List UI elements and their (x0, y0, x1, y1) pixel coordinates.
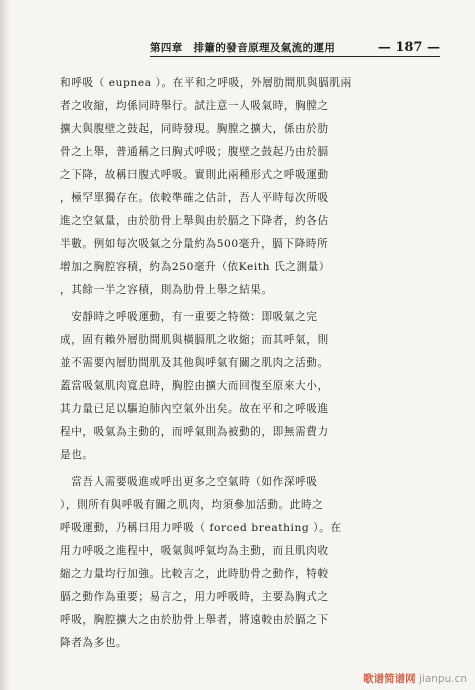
text-line: 用力呼吸之進程中，吸氣與呼氣均為主動，而且肌肉收 (60, 545, 329, 557)
text-line: ），則所有與呼吸有關之肌肉，均須參加活動。此時之 (60, 499, 324, 511)
text-line: 其力量已足以驅迫肺內空氣外出矣。故在平和之呼吸進 (60, 403, 329, 415)
text-line: 呼吸運動，乃稱曰用力呼吸（ forced breathing ）。在 (60, 522, 342, 534)
text-line: 當吾人需要吸進或呼出更多之空氣時（如作深呼吸 (60, 476, 318, 488)
text-line: 蓋當吸氣肌肉寬息時，胸腔由擴大而回復至原來大小， (60, 380, 329, 392)
text-line: 膈之動作為重要；易言之，用力呼吸時，主要為胸式之 (60, 591, 329, 603)
watermark (363, 671, 467, 686)
text-line: 降者為多也。 (60, 637, 128, 649)
text-line: 程中，吸氣為主動的，而呼氣則為被動的，即無需費力 (60, 426, 329, 438)
paragraph-2 (60, 306, 440, 467)
text-line: 擴大與腹壁之鼓起，同時發現。胸膛之擴大，係由於肋 (60, 123, 329, 135)
page-number: — 187 — (377, 39, 440, 55)
text-line: 和呼吸（ eupnea ）。在平和之呼吸，外層肋間肌與膈肌兩 (60, 77, 352, 89)
text-line: 安靜時之呼吸運動，有一重要之特徵：即吸氣之完 (60, 311, 318, 323)
text-line: 骨之上舉，普通稱之曰胸式呼吸；腹壁之鼓起乃由於膈 (60, 146, 329, 158)
text-line: 增加之胸腔容積，約為250毫升（依Keith 氏之測量） (60, 261, 331, 273)
text-line: 並不需要內層肋間肌及其他與呼氣有關之肌肉之活動。 (60, 357, 329, 369)
text-line: 半數。例如每次吸氣之分量約為500毫升，膈下降時所 (60, 238, 329, 250)
chapter-title: 第四章 排簫的發音原理及氣流的運用 (150, 41, 336, 54)
watermark-site-url: jianpu.cn (418, 673, 467, 685)
text-line: 成，固有賴外層肋間肌與橫膈肌之收縮；而其呼氣，則 (60, 334, 329, 346)
paragraph-3 (60, 471, 440, 655)
text-line: 者之收縮，均係同時舉行。試注意一人吸氣時，胸膛之 (60, 100, 329, 112)
text-line: 縮之力量均行加強。比較言之，此時肋骨之動作，特較 (60, 568, 329, 580)
text-line: 進之空氣量，由於肋骨上舉與由於膈之下降者，約各佔 (60, 215, 329, 227)
text-line: 呼吸，胸腔擴大之由於肋骨上舉者，將遠較由於膈之下 (60, 614, 329, 626)
text-line: ，其餘一半之容積，則為肋骨上舉之結果。 (60, 284, 273, 296)
text-line: 是也。 (60, 449, 94, 461)
running-header (150, 38, 440, 57)
text-line: 之下降，故稱曰腹式呼吸。實則此兩種形式之呼吸運動 (60, 169, 329, 181)
paragraph-1 (60, 72, 440, 302)
watermark-site-name: 歌谱简谱网 (363, 673, 416, 685)
text-line: ，極罕單獨存在。依較準確之估計，吾人平時每次所吸 (60, 192, 329, 204)
body-text (60, 72, 440, 659)
